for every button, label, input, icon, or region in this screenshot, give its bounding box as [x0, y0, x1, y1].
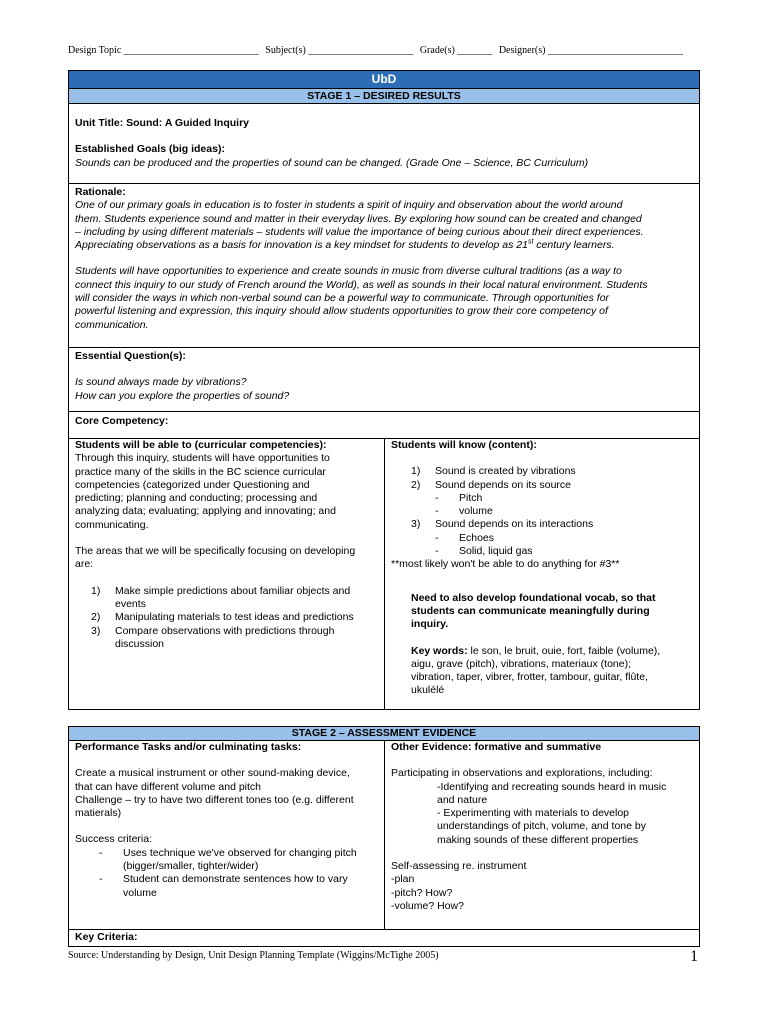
- criteria-item: [75, 873, 378, 900]
- rationale-text: century learners.: [533, 239, 615, 252]
- core-competency-section: [69, 412, 699, 439]
- keywords-text: le son, le bruit, ouie, fort, faible (volume),: [467, 644, 661, 657]
- list-text: Manipulating materials to test ideas and predictions: [115, 611, 354, 624]
- goals-label: Established Goals (big ideas):: [75, 143, 225, 156]
- competency-text: practice many of the skills in the BC science curricular: [75, 465, 326, 478]
- rationale-line: them. Students experience sound and matter in their everyday lives. By exploring how sound can be created and changed: [75, 212, 642, 225]
- stage1-heading: STAGE 1 – DESIRED RESULTS: [69, 89, 699, 104]
- content-heading: Students will know (content):: [391, 439, 537, 451]
- sub-item: [411, 505, 693, 518]
- evidence-text: and nature: [437, 793, 488, 806]
- key-criteria-label: Key Criteria:: [75, 931, 138, 943]
- evidence-text: making sounds of these different properties: [437, 833, 639, 846]
- page-number: 1: [690, 948, 698, 965]
- stage2-heading: STAGE 2 – ASSESSMENT EVIDENCE: [69, 727, 699, 741]
- rationale-line: will consider the ways in which non-verbal sound can be a powerful way to communicate. Through opportunities for: [75, 292, 610, 305]
- header-fields: [68, 45, 708, 56]
- performance-tasks-column: [69, 741, 385, 929]
- focus-text: are:: [75, 558, 94, 571]
- competency-text: analyzing data; evaluating; applying and innovating; and: [75, 505, 336, 518]
- rationale-line: [75, 239, 693, 252]
- dash: -: [435, 545, 439, 558]
- list-text: Sound is created by vibrations: [435, 465, 576, 478]
- list-text: Make simple predictions about familiar objects and events: [115, 584, 351, 610]
- focus-list: [75, 585, 378, 651]
- rationale-line: communication.: [75, 318, 149, 331]
- task-text: matierals): [75, 807, 122, 820]
- essential-question: Is sound always made by vibrations?: [75, 376, 247, 389]
- self-assess-item: -volume? How?: [391, 899, 464, 912]
- list-item: [411, 479, 693, 492]
- task-text: Create a musical instrument or other sound-making device,: [75, 767, 350, 780]
- competency-text: Through this inquiry, students will have opportunities to: [75, 452, 330, 465]
- competency-text: communicating.: [75, 518, 149, 531]
- design-topic-field[interactable]: Design Topic ___________________________: [68, 45, 259, 56]
- rationale-section: [69, 184, 699, 348]
- list-text: Pitch: [459, 491, 483, 504]
- rationale-line: One of our primary goals in education is to foster in students a spirit of inquiry and observation about the world around: [75, 199, 623, 212]
- vocab-text: students can communicate meaningfully during: [411, 604, 650, 617]
- source-footer: Source: Understanding by Design, Unit Design Planning Template (Wiggins/McTighe 2005): [68, 950, 439, 961]
- vocab-text: Need to also develop foundational vocab, so that: [411, 591, 656, 604]
- unit-goals-section: [69, 104, 699, 184]
- rationale-line: powerful listening and expression, this inquiry should allow students opportunities to grow their core competency of: [75, 305, 608, 318]
- rationale-label: Rationale:: [75, 186, 126, 198]
- list-number: 3): [411, 518, 421, 531]
- list-item: [91, 585, 378, 612]
- rationale-line: Students will have opportunities to experience and create sounds in music from diverse cultural traditions (as a way to: [75, 265, 622, 278]
- competency-content-row: [69, 439, 699, 709]
- dash: -: [435, 505, 439, 518]
- dash: -: [435, 491, 439, 504]
- ubd-title: UbD: [69, 71, 699, 89]
- evidence-text: Participating in observations and explorations, including:: [391, 767, 653, 780]
- focus-text: The areas that we will be specifically focusing on developing: [75, 545, 356, 558]
- vocab-text: inquiry.: [411, 618, 449, 631]
- list-number: 3): [91, 624, 101, 637]
- criteria-item: [75, 847, 378, 874]
- curricular-competencies-column: [69, 439, 385, 709]
- dash: -: [435, 531, 439, 544]
- competency-text: predicting; planning and conducting; processing and: [75, 492, 318, 505]
- competency-text: competencies (categorized under Questioning and: [75, 478, 310, 491]
- list-text: Sound depends on its source: [435, 478, 572, 491]
- unit-title: Unit Title: Sound: A Guided Inquiry: [75, 117, 250, 129]
- evidence-text: -Identifying and recreating sounds heard in music: [437, 780, 667, 793]
- evidence-text: understandings of pitch, volume, and tone by: [437, 820, 646, 833]
- key-criteria-section: [69, 930, 699, 946]
- self-assess-item: -pitch? How?: [391, 886, 453, 899]
- list-item: [91, 625, 378, 652]
- other-evidence-heading: Other Evidence: formative and summative: [391, 741, 602, 753]
- vocab-block: [391, 592, 693, 698]
- list-item: [91, 611, 378, 624]
- list-text: Compare observations with predictions through discussion: [115, 624, 335, 650]
- list-number: 2): [91, 611, 101, 624]
- performance-tasks-heading: Performance Tasks and/or culminating tasks:: [75, 741, 302, 753]
- list-item: [411, 518, 693, 531]
- essential-questions-section: [69, 348, 699, 412]
- success-criteria-label: Success criteria:: [75, 833, 153, 846]
- list-text: Sound depends on its interactions: [435, 518, 594, 531]
- subjects-field[interactable]: Subject(s) _____________________: [265, 45, 414, 56]
- list-text: Solid, liquid gas: [459, 545, 533, 558]
- dash: -: [99, 846, 103, 859]
- keywords-label: Key words:: [411, 644, 468, 657]
- keywords-line: [411, 645, 693, 658]
- essential-question: How can you explore the properties of sound?: [75, 389, 290, 402]
- self-assess-text: Self-assessing re. instrument: [391, 860, 527, 873]
- sub-item: [411, 532, 693, 545]
- criteria-text: Uses technique we've observed for changing pitch (bigger/smaller, tighter/wider): [123, 846, 357, 873]
- task-text: that can have different volume and pitch: [75, 780, 262, 793]
- curricular-competencies-heading: Students will be able to (curricular competencies):: [75, 439, 327, 451]
- task-text: Challenge – try to have two different tones too (e.g. different: [75, 793, 354, 806]
- rationale-line: connect this inquiry to our study of French around the World), as well as sounds in their local natural environment. Students: [75, 278, 648, 291]
- rationale-line: – including by using different materials – students will value the importance of being curious about their direct experiences.: [75, 225, 644, 238]
- essential-questions-label: Essential Question(s):: [75, 350, 186, 362]
- keywords-text: aigu, grave (pitch), vibrations, materiaux (tone);: [411, 657, 632, 670]
- rationale-text: Appreciating observations as a basis for innovation is a key mindset for students to develop as 21: [75, 239, 528, 252]
- criteria-text: Student can demonstrate sentences how to vary volume: [123, 873, 348, 899]
- list-number: 1): [411, 465, 421, 478]
- goals-text: Sounds can be produced and the properties of sound can be changed. (Grade One – Science, BC Curriculum): [75, 156, 589, 169]
- note-text: **most likely won't be able to do anything for #3**: [391, 558, 620, 571]
- content-knowledge-column: [385, 439, 699, 709]
- list-text: Echoes: [459, 531, 495, 544]
- evidence-text: - Experimenting with materials to develop: [437, 807, 630, 820]
- keywords-text: vibration, taper, vibrer, frotter, tambour, guitar, flûte,: [411, 671, 648, 684]
- sub-item: [411, 492, 693, 505]
- designers-field[interactable]: Designer(s) ___________________________: [498, 45, 683, 56]
- self-assess-item: -plan: [391, 873, 415, 886]
- superscript-st: st: [527, 238, 534, 246]
- dash: -: [99, 873, 103, 886]
- list-text: volume: [459, 505, 493, 518]
- assessment-row: [69, 741, 699, 930]
- grades-field[interactable]: Grade(s) _______: [419, 45, 493, 56]
- keywords-text: ukulélé: [411, 684, 445, 697]
- stage1-table: [68, 70, 700, 710]
- core-competency-label: Core Competency:: [75, 415, 169, 427]
- content-list: [391, 465, 693, 558]
- stage2-table: [68, 726, 700, 947]
- list-number: 2): [411, 478, 421, 491]
- list-item: [411, 465, 693, 478]
- list-number: 1): [91, 584, 101, 597]
- evidence-list: [391, 781, 693, 847]
- other-evidence-column: [385, 741, 699, 929]
- sub-item: [411, 545, 693, 558]
